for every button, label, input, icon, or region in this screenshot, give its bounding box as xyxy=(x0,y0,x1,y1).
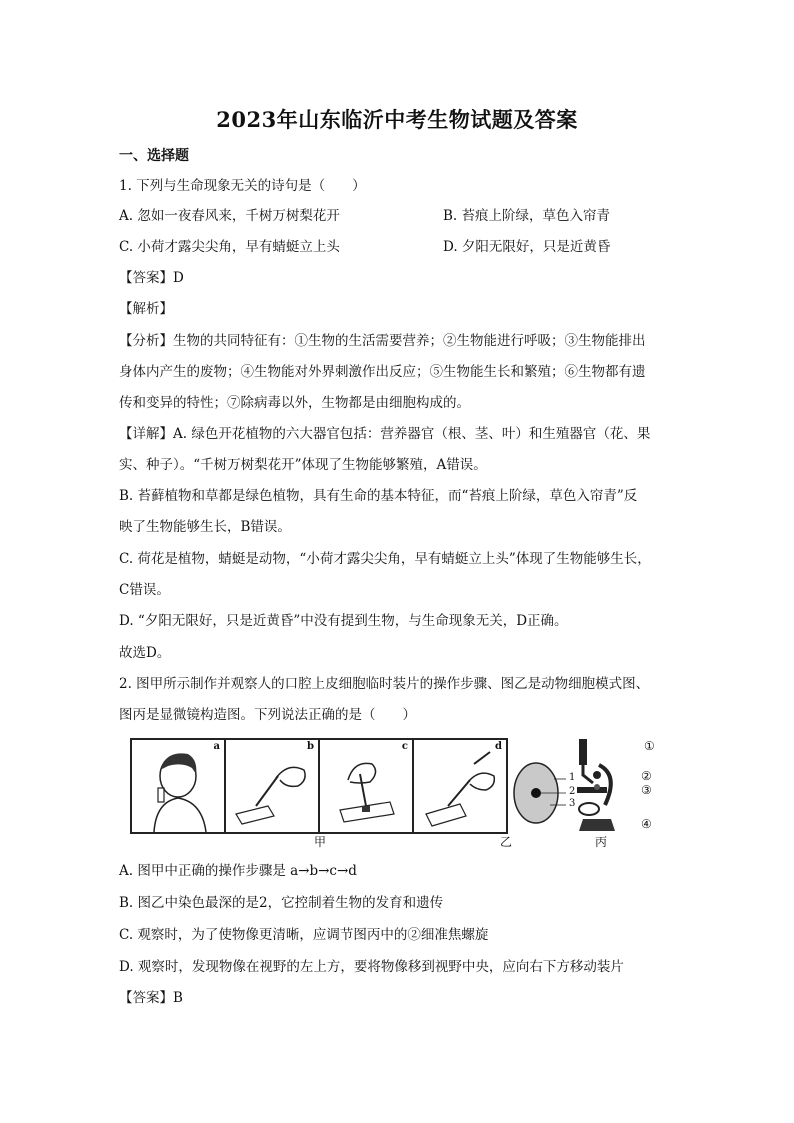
q2-answer: 【答案】B xyxy=(119,990,183,1006)
q1-option-d: D. 夕阳无限好，只是近黄昏 xyxy=(443,239,611,255)
q1-analysis-line: 身体内产生的废物；④生物能对外界刺激作出反应；⑤生物能生长和繁殖；⑥生物都有遗 xyxy=(119,364,646,380)
scope-label: ① xyxy=(644,739,655,753)
q2-stem-line: 图丙是显微镜构造图。下列说法正确的是（ ） xyxy=(119,707,416,723)
stain-drawing xyxy=(414,740,506,832)
cell-label: 2 xyxy=(569,786,576,797)
q1-analysis-line: 实、种子）。“千树万树梨花开”体现了生物能够繁殖，A错误。 xyxy=(119,457,487,473)
q2-option-a: A. 图甲中正确的操作步骤是 a→b→c→d xyxy=(119,863,357,879)
q1-answer: 【答案】D xyxy=(119,270,184,286)
animal-cell-diagram xyxy=(510,753,576,833)
section-heading: 一、选择题 xyxy=(119,148,189,164)
panel-label: c xyxy=(401,741,408,752)
q2-stem-line: 2. 图甲所示制作并观察人的口腔上皮细胞临时装片的操作步骤、图乙是动物细胞模式图、 xyxy=(119,676,650,692)
q1-option-b: B. 苔痕上阶绿，草色入帘青 xyxy=(443,208,611,224)
cell-label: 3 xyxy=(569,798,576,809)
caption-yi: 乙 xyxy=(500,835,513,849)
caption-jia: 甲 xyxy=(314,835,327,849)
microscope-diagram xyxy=(575,735,635,835)
q1-analysis-line: C. 荷花是植物，蜻蜓是动物，“小荷才露尖尖角，早有蜻蜓立上头”体现了生物能够生长， xyxy=(119,551,651,567)
panel-label: a xyxy=(213,741,220,752)
person-drawing xyxy=(132,740,224,832)
q1-option-a: A. 忽如一夜春风来，千树万树梨花开 xyxy=(119,208,340,224)
q2-option-d: D. 观察时，发现物像在视野的左上方，要将物像移到视野中央，应向右下方移动装片 xyxy=(119,959,624,975)
q2-figure xyxy=(130,735,655,853)
q1-analysis-line: B. 苔藓植物和草都是绿色植物，具有生命的基本特征，而“苔痕上阶绿，草色入帘青”反 xyxy=(119,488,638,504)
figure-panel-b xyxy=(224,738,320,834)
cell-label: 1 xyxy=(569,772,576,783)
q1-analysis-line: 故选D。 xyxy=(119,645,171,661)
caption-bing: 丙 xyxy=(595,835,608,849)
q1-analysis-line: 传和变异的特性；⑦除病毒以外，生物都是由细胞构成的。 xyxy=(119,395,470,411)
q1-analysis-line: 【分析】生物的共同特征有：①生物的生活需要营养；②生物能进行呼吸；③生物能排出 xyxy=(119,333,646,349)
q1-analysis-line: C错误。 xyxy=(119,582,170,598)
page-title: 2023年山东临沂中考生物试题及答案 xyxy=(216,107,578,132)
q1-analysis-line: 映了生物能够生长，B错误。 xyxy=(119,519,291,535)
scope-label: ② xyxy=(641,769,652,783)
dropper-drawing xyxy=(226,740,318,832)
q2-option-c: C. 观察时，为了使物像更清晰，应调节图丙中的②细准焦螺旋 xyxy=(119,927,489,943)
coverslip-drawing xyxy=(320,740,412,832)
scope-label: ④ xyxy=(641,817,652,831)
figure-panel-c xyxy=(318,738,414,834)
figure-panel-d xyxy=(412,738,508,834)
q1-analysis-line: D. “夕阳无限好，只是近黄昏”中没有提到生物，与生命现象无关，D正确。 xyxy=(119,613,568,629)
figure-panel-a xyxy=(130,738,226,834)
q1-analysis-label: 【解析】 xyxy=(119,301,173,317)
panel-label: d xyxy=(495,741,502,752)
q1-stem: 1. 下列与生命现象无关的诗句是（ ） xyxy=(119,178,366,194)
scope-label: ③ xyxy=(641,783,652,797)
panel-label: b xyxy=(307,741,314,752)
q1-analysis-line: 【详解】A. 绿色开花植物的六大器官包括：营养器官（根、茎、叶）和生殖器官（花、果 xyxy=(119,426,651,442)
q1-option-c: C. 小荷才露尖尖角，早有蜻蜓立上头 xyxy=(119,239,340,255)
q2-option-b: B. 图乙中染色最深的是2，它控制着生物的发育和遗传 xyxy=(119,895,444,911)
